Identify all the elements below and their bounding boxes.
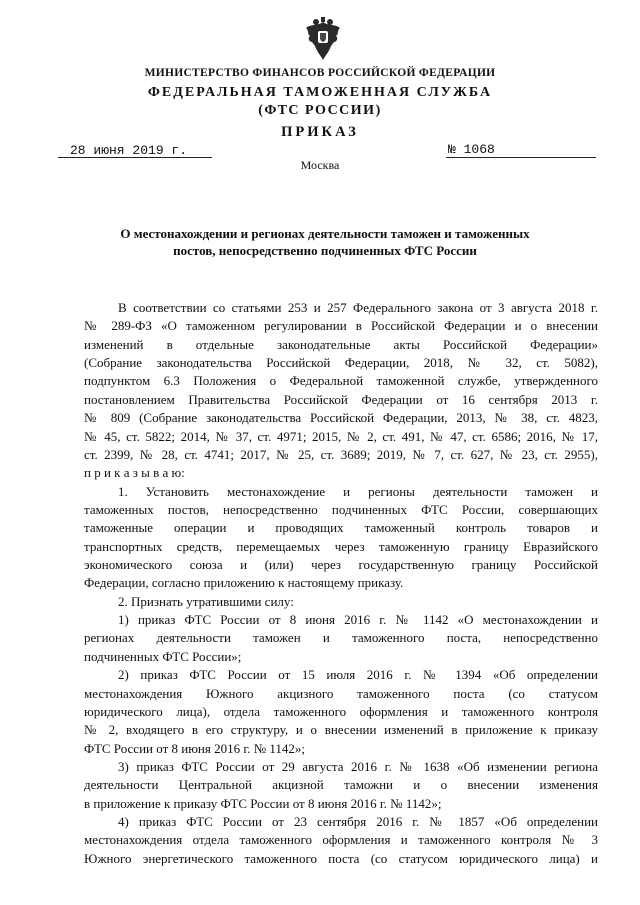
body-line: регионах деятельности таможен и таможенного поста, непосредственно [84, 630, 598, 646]
body-line: 1. Установить местонахождение и регионы деятельности таможен и [118, 483, 598, 499]
body-line: Федерации, согласно приложению к настоящему приказу. [84, 575, 404, 591]
body-line: местонахождения отдела таможенного оформления и таможенного контроля № 3 [84, 832, 598, 848]
agency-short-name: (ФТС РОССИИ) [258, 103, 382, 118]
body-line: 1) приказ ФТС России от 8 июня 2016 г. № 1142 «О местонахождении и [118, 612, 598, 628]
body-line: подпунктом 6.3 Положения о Федеральной таможенной службе, утвержденного [84, 373, 598, 389]
body-line: в приложение к приказу ФТС России от 8 июня 2016 г. № 1142»; [84, 795, 442, 811]
document-type: ПРИКАЗ [281, 124, 359, 140]
body-line: (Собрание законодательства Российской Федерации, 2018, № 32, ст. 5082), [84, 355, 598, 371]
body-line: таможенных постов, непосредственно подчиненных ФТС России, совершающих [84, 501, 598, 517]
body-line: подчиненных ФТС России»; [84, 648, 242, 664]
body-line: 2. Признать утратившими силу: [118, 593, 294, 609]
order-number: № 1068 [448, 142, 495, 157]
body-line: изменений в отдельные законодательные акты Российской Федерации» [84, 336, 598, 352]
body-line: местонахождения Южного акцизного таможенного поста (со статусом [84, 685, 598, 701]
body-line: 3) приказ ФТС России от 29 августа 2016 г. № 1638 «Об изменении региона [118, 758, 598, 774]
body-line: 2) приказ ФТС России от 15 июля 2016 г. № 1394 «Об определении [118, 667, 598, 683]
city: Москва [300, 158, 340, 172]
body-line: № 809 (Собрание законодательства Российской Федерации, 2013, № 38, ст. 4823, [84, 410, 598, 426]
ministry-name: МИНИСТЕРСТВО ФИНАНСОВ РОССИЙСКОЙ ФЕДЕРАЦИИ [144, 67, 496, 79]
body-line: ФТС России от 8 июня 2016 г. № 1142»; [84, 740, 306, 756]
body-line: 4) приказ ФТС России от 23 сентября 2016 г. № 1857 «Об определении [118, 814, 598, 830]
body-line: № 45, ст. 5822; 2014, № 37, ст. 4971; 2015, № 2, ст. 491, № 47, ст. 6586; 2016, № 17, [84, 428, 598, 444]
body-line: В соответствии со статьями 253 и 257 Федерального закона от 3 августа 2018 г. [118, 300, 598, 315]
body-line: № 2, входящего в его структуру, и о внесении изменений в приложение к приказу [84, 722, 598, 738]
document-title [84, 225, 566, 259]
coat-of-arms-emblem [301, 16, 345, 62]
body-line: деятельности Центральной акцизной таможни и о внесении изменения [84, 777, 598, 793]
title-line: постов, непосредственно подчиненных ФТС России [173, 243, 477, 258]
body-line: п р и к а з ы в а ю: [84, 465, 185, 481]
body-line: № 289-ФЗ «О таможенном регулировании в Российской Федерации и о внесении [84, 318, 598, 334]
title-line: О местонахождении и регионах деятельности таможен и таможенных [120, 226, 530, 241]
body-line: постановлением Правительства Российской Федерации от 16 сентября 2013 г. [84, 391, 598, 407]
agency-name: ФЕДЕРАЛЬНАЯ ТАМОЖЕННАЯ СЛУЖБА [147, 85, 493, 100]
order-date: 28 июня 2019 г. [70, 143, 188, 158]
document-body [84, 299, 632, 868]
body-line: юридического лица), отдела таможенного оформления и таможенного контроля [84, 703, 598, 719]
body-line: экономического союза и (или) через государственную границу Российской [84, 557, 598, 573]
body-line: таможенные операции и проводящих таможенный контроль товаров и [84, 520, 598, 536]
body-line: Южного энергетического таможенного поста (со статусом юридического лица) и [84, 850, 598, 866]
body-line: ст. 2399, № 28, ст. 4741; 2017, № 25, ст. 3689; 2019, № 7, ст. 627, № 23, ст. 2955), [84, 446, 598, 462]
body-line: транспортных средств, перемещаемых через таможенную границу Евразийского [84, 538, 598, 554]
